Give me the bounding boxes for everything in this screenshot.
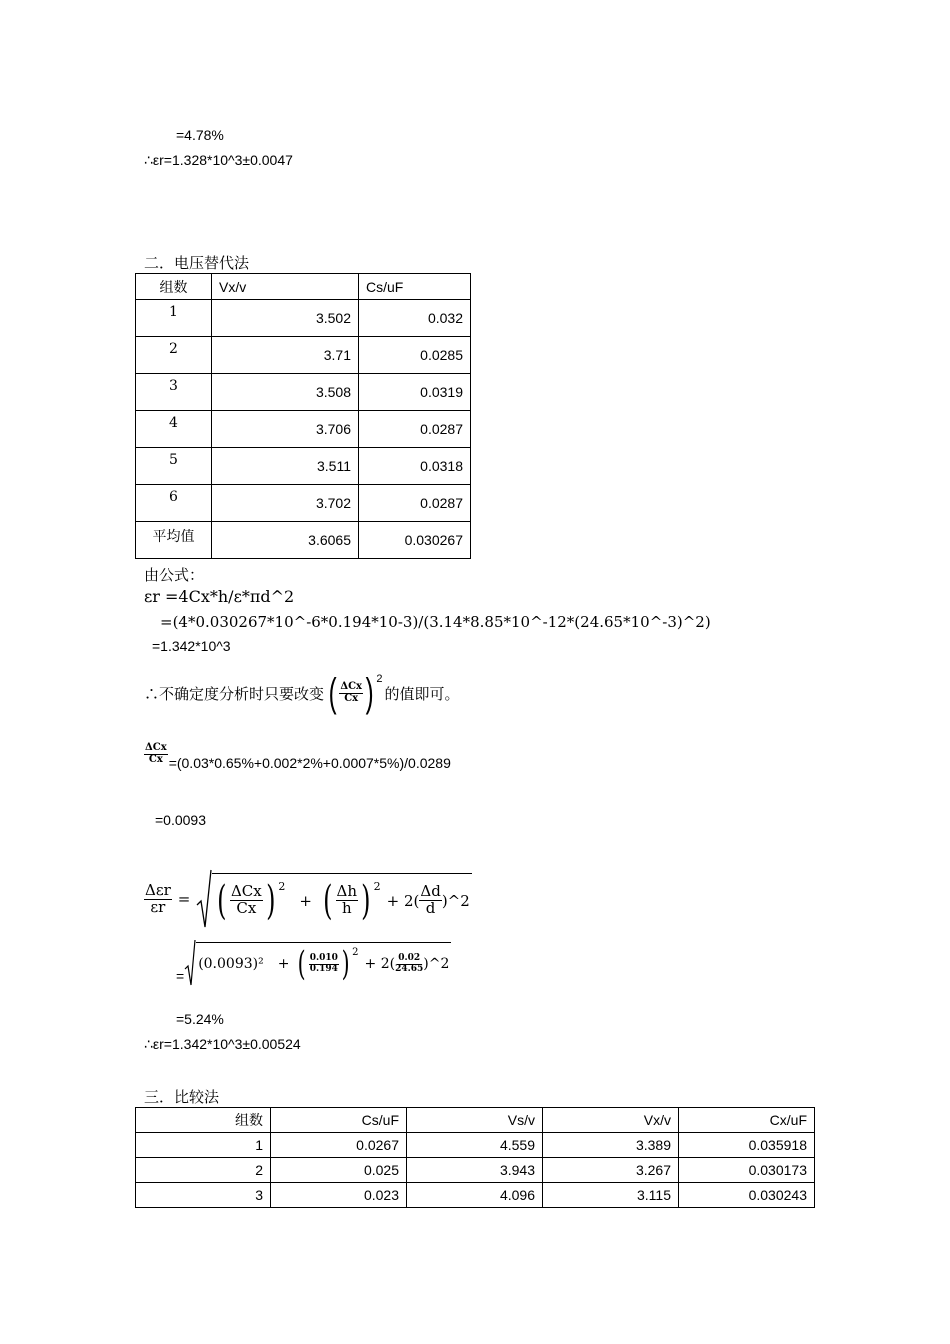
sqrt-expression [196,869,471,929]
cell: 3.702 [212,485,359,522]
term3-suffix: )^2 [423,956,450,972]
ratio-denominator: Cx [344,692,359,704]
term2-exponent: 2 [373,880,381,893]
term2-exponent: 2 [352,946,359,958]
cell: 3.71 [212,337,359,374]
cell: 3 [136,374,212,411]
term3-prefix: + 2( [364,956,396,972]
formula-value: =1.342*10^3 [152,638,231,654]
cell: 0.030243 [679,1183,815,1208]
error-percent: =5.24% [176,1011,224,1027]
term1-exponent: 2 [278,880,286,893]
table-row [136,1158,815,1183]
cell: 0.0319 [359,374,471,411]
term3-fraction [419,884,441,917]
error-result: ∴εr=1.342*10^3±0.00524 [144,1036,301,1052]
sqrt-body [196,942,451,984]
lhs-numerator: Δεr [145,880,171,899]
cell: 0.0267 [271,1133,407,1158]
fraction-denominator: Cx [148,753,163,765]
sqrt-icon [196,869,212,929]
cell: 3.508 [212,374,359,411]
cell: 0.0287 [359,411,471,448]
header-cell: Vx/v [543,1108,679,1133]
term3-fraction [395,954,423,974]
term3-suffix: )^2 [441,891,470,910]
sqrt-expression [184,939,451,987]
table-row [136,374,471,411]
paren: ( [217,877,227,924]
paren: ) [265,877,276,924]
delta-cx-fraction [144,743,168,765]
term2-numerator: 0.010 [309,953,338,964]
cell: 3.502 [212,300,359,337]
header-cell: Cs/uF [271,1108,407,1133]
cell: 3.706 [212,411,359,448]
header-cell: Cx/uF [679,1108,815,1133]
voltage-heading: 二．电压替代法 [144,254,250,272]
uncertainty-note [144,668,460,718]
term1-denominator: Cx [236,899,257,917]
header-cell: 组数 [136,274,212,300]
uncertainty-prefix: ∴不确定度分析时只要改变 [144,684,325,703]
table-row [136,1183,815,1208]
table-row [136,300,471,337]
ratio-fraction [339,682,363,704]
cell: 4.096 [407,1183,543,1208]
cell: 3 [136,1183,271,1208]
top-percent: =4.78% [176,127,224,143]
table-row [136,337,471,374]
plus-sign: + [277,956,290,972]
table-header-row [136,274,471,300]
term3-numerator: Δd [420,882,441,901]
left-paren: ( [328,671,337,715]
cell: 0.032 [359,300,471,337]
term1-fraction [230,884,263,917]
equals-sign: = [176,968,185,984]
sqrt-icon [184,939,196,987]
voltage-table [135,273,471,559]
term3-prefix: + 2( [386,891,420,910]
term3-numerator: 0.02 [398,953,421,964]
formula-intro: 由公式： [144,566,205,584]
term2-numerator: Δh [336,882,358,901]
table-row [136,1133,815,1158]
cell: 0.030173 [679,1158,815,1183]
relative-error-line [144,743,451,771]
cell: 0.030267 [359,522,471,559]
formula-substituted: =(4*0.030267*10^-6*0.194*10-3)/(3.14*8.85*10^-12*(24.65*10^-3)^2) [160,613,711,631]
paren: ( [323,877,333,924]
cell: 3.943 [407,1158,543,1183]
cell: 1 [136,300,212,337]
cell: 3.511 [212,448,359,485]
cell: 3.267 [543,1158,679,1183]
cell: 2 [136,337,212,374]
sqrt-body [212,873,471,925]
delta-cx-ratio-squared [326,673,382,713]
table-row [136,411,471,448]
cell: 1 [136,1133,271,1158]
relative-error-expression: =(0.03*0.65%+0.002*2%+0.0007*5%)/0.0289 [168,755,451,771]
cell: 4 [136,411,212,448]
formula-main: εr =4Cx*h/ε*πd^2 [144,587,295,606]
term2-denominator: h [341,899,352,917]
cell: 3.6065 [212,522,359,559]
paren: ( [298,944,307,984]
cell: 平均值 [136,522,212,559]
term3-denominator: 24.65 [395,963,424,974]
cell: 3.115 [543,1183,679,1208]
cell: 0.0285 [359,337,471,374]
term1-numerator: ΔCx [230,882,262,901]
cell: 0.0287 [359,485,471,522]
term2-fraction [309,954,339,974]
header-cell: Vs/v [407,1108,543,1133]
cell: 4.559 [407,1133,543,1158]
term3-denominator: d [425,899,436,917]
cell: 6 [136,485,212,522]
cell: 0.023 [271,1183,407,1208]
error-equation-substituted [176,938,451,988]
ratio-numerator: ΔCx [340,681,363,692]
uncertainty-suffix: 的值即可。 [384,684,460,703]
term1-value: (0.0093)² [198,956,264,972]
right-paren: ) [365,671,374,715]
cell: 0.0318 [359,448,471,485]
header-cell: Vx/v [212,274,359,300]
ratio-exponent: 2 [376,673,383,685]
term2-fraction [336,884,359,917]
plus-sign: + [299,891,312,910]
paren: ) [361,877,371,924]
compare-heading: 三．比较法 [144,1088,220,1106]
cell: 0.025 [271,1158,407,1183]
compare-table [135,1107,815,1208]
header-cell: Cs/uF [359,274,471,300]
table-header-row [136,1108,815,1133]
lhs-fraction [144,880,172,916]
fraction-numerator: ΔCx [145,742,167,753]
term2-denominator: 0.194 [309,963,338,974]
cell: 0.035918 [679,1133,815,1158]
cell: 3.389 [543,1133,679,1158]
table-row [136,522,471,559]
top-result: ∴εr=1.328*10^3±0.0047 [144,152,293,168]
cell: 5 [136,448,212,485]
table-row [136,448,471,485]
lhs-denominator: εr [150,897,166,916]
equals-sign: = [177,890,191,908]
relative-error-value: =0.0093 [155,812,206,828]
cell: 2 [136,1158,271,1183]
header-cell: 组数 [136,1108,271,1133]
error-equation [144,868,472,930]
paren: ) [341,944,350,984]
table-row [136,485,471,522]
